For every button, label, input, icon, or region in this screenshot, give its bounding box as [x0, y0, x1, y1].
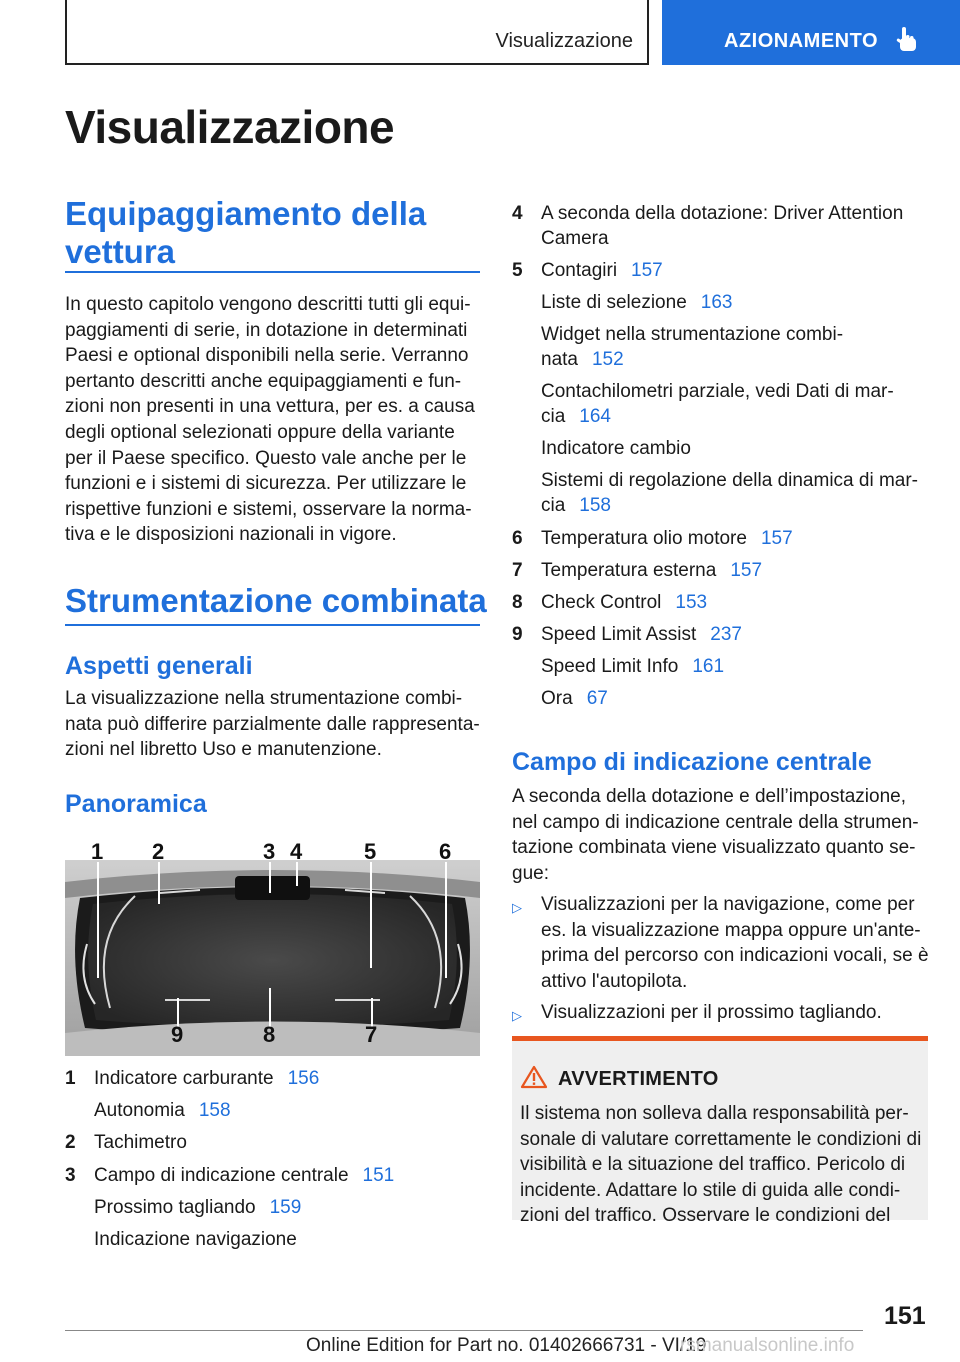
callout-number: 7 — [365, 1022, 378, 1047]
heading-rule — [65, 624, 480, 626]
legend-label — [94, 1130, 187, 1155]
paragraph-line: funzioni e i sistemi di sicurezza. Per utilizzare le — [65, 473, 467, 495]
footer-watermark: rsmanualsonline.info — [680, 1335, 855, 1356]
legend-text: Contachilometri parziale, vedi Dati di mar- — [541, 381, 894, 402]
legend-number: 5 — [512, 260, 523, 281]
page-reference-link[interactable]: 158 — [579, 495, 611, 516]
legend-label — [541, 404, 611, 429]
legend-text: nata — [541, 349, 578, 370]
page-reference-link[interactable]: 164 — [579, 406, 611, 427]
heading-panoramica: Panoramica — [65, 790, 207, 818]
legend-label — [94, 1163, 394, 1188]
page-reference-link[interactable]: 152 — [591, 349, 624, 370]
paragraph-line: nata può differire parzialmente dalle rappresenta- — [65, 713, 480, 735]
paragraph-line: gue: — [512, 862, 549, 884]
legend-text: Check Control — [541, 592, 662, 613]
page-reference-link[interactable]: 157 — [631, 260, 663, 281]
callout-number: 2 — [152, 839, 165, 864]
header-chapter-tab[interactable] — [662, 0, 960, 65]
warning-line: zioni del traffico. Osservare le condizioni del — [520, 1205, 891, 1227]
heading-strumentazione: Strumentazione combinata — [65, 582, 487, 619]
paragraph-line: nel campo di indicazione centrale della strumen- — [512, 811, 919, 833]
paragraph-line: tazione combinata viene visualizzato quanto se- — [512, 837, 916, 859]
legend-label — [541, 258, 663, 283]
legend-text: Indicatore carburante — [94, 1068, 274, 1089]
bullet-line: attivo l'autopilota. — [541, 970, 688, 992]
legend-number: 2 — [65, 1132, 76, 1154]
legend-text: Indicatore cambio — [541, 438, 691, 459]
bullet-triangle-icon: ▷ — [512, 1008, 522, 1023]
hand-pointer-icon — [896, 26, 920, 54]
legend-text: Camera — [541, 228, 609, 249]
page-reference-link[interactable]: 158 — [198, 1100, 231, 1122]
warning-text — [520, 1101, 924, 1229]
callout-number: 9 — [171, 1022, 184, 1047]
legend-label — [541, 622, 742, 647]
legend-label — [541, 436, 691, 461]
legend-label — [541, 379, 894, 404]
heading-equipaggiamento-line1: Equipaggiamento della — [65, 195, 427, 232]
page-reference-link[interactable]: 161 — [692, 656, 725, 677]
header-section-box — [65, 0, 649, 65]
paragraph-line: tiva e le disposizioni nazionali in vigore. — [65, 524, 397, 546]
legend-number: 3 — [65, 1164, 76, 1186]
legend-number: 4 — [512, 203, 523, 224]
footer-edition: Online Edition for Part no. 01402666731 - VI/19 — [306, 1335, 707, 1356]
page-reference-link[interactable]: 157 — [760, 528, 793, 549]
paragraph-line: zioni nel libretto Uso e manutenzione. — [65, 739, 382, 761]
central-paragraph — [512, 784, 932, 886]
equip-paragraph — [65, 292, 480, 548]
callout-number: 6 — [439, 839, 452, 864]
legend-label — [541, 654, 724, 679]
header-chapter-title: AZIONAMENTO — [724, 30, 879, 52]
warning-line: Il sistema non solleva dalla responsabilità per- — [520, 1103, 909, 1124]
page-reference-link[interactable]: 159 — [269, 1196, 302, 1218]
page-reference-link[interactable]: 67 — [586, 688, 608, 709]
legend-label — [94, 1098, 231, 1123]
warning-box — [512, 1036, 928, 1227]
legend-label — [541, 201, 903, 226]
paragraph-line: La visualizzazione nella strumentazione combi- — [65, 688, 463, 709]
page-reference-link[interactable]: 156 — [287, 1068, 320, 1089]
legend-text: Speed Limit Assist — [541, 624, 697, 645]
legend-label — [94, 1066, 319, 1091]
paragraph-line: rispettive funzioni e sistemi, osservare la norma- — [65, 498, 472, 520]
callout-number: 8 — [263, 1022, 276, 1047]
legend-label — [541, 226, 609, 251]
heading-campo-centrale: Campo di indicazione centrale — [512, 748, 872, 776]
page-reference-link[interactable]: 151 — [362, 1164, 395, 1186]
general-paragraph — [65, 686, 480, 763]
legend-text: Speed Limit Info — [541, 656, 679, 677]
page-reference-link[interactable]: 153 — [675, 592, 708, 613]
page-reference-link[interactable]: 237 — [710, 624, 742, 645]
page-reference-link[interactable]: 163 — [700, 292, 733, 313]
legend-text: Temperatura olio motore — [541, 528, 747, 549]
paragraph-line: In questo capitolo vengono descritti tutti gli equi- — [65, 294, 471, 315]
bullet-line: es. la visualizzazione mappa oppure un'ante- — [541, 919, 921, 941]
paragraph-line: pertanto descritti anche equipaggiamenti e fun- — [65, 370, 462, 392]
paragraph-line: A seconda della dotazione e dell’impostazione, — [512, 786, 906, 807]
legend-text: A seconda della dotazione: Driver Attention — [541, 203, 904, 224]
callout-number: 5 — [364, 839, 377, 864]
legend-text: Widget nella strumentazione combi- — [541, 324, 844, 345]
callout-number: 4 — [290, 839, 303, 864]
heading-aspetti-generali: Aspetti generali — [65, 652, 253, 680]
legend-label — [541, 686, 608, 711]
legend-text: cia — [541, 495, 566, 516]
legend-text: Autonomia — [94, 1100, 185, 1122]
legend-text: Liste di selezione — [541, 292, 687, 313]
legend-label — [541, 322, 843, 347]
legend-number: 9 — [512, 624, 523, 645]
legend-text: cia — [541, 406, 566, 427]
paragraph-line: degli optional selezionati oppure della variante — [65, 421, 455, 443]
legend-label — [94, 1227, 297, 1252]
heading-equipaggiamento — [65, 195, 426, 271]
bullet-line: prima del percorso con indicazioni vocali, se è — [541, 945, 929, 967]
footer-rule — [65, 1330, 863, 1331]
legend-text: Prossimo tagliando — [94, 1196, 256, 1218]
legend-label — [541, 526, 793, 551]
heading-rule — [65, 271, 480, 273]
warning-line: sonale di valutare correttamente le condizioni di — [520, 1128, 922, 1150]
legend-label — [541, 558, 762, 583]
warning-line: incidente. Adattare lo stile di guida alle condi- — [520, 1179, 901, 1201]
header-section-title: Visualizzazione — [495, 30, 633, 52]
legend-label — [541, 493, 611, 518]
legend-text: Sistemi di regolazione della dinamica di mar- — [541, 470, 919, 491]
page-title: Visualizzazione — [65, 101, 395, 153]
paragraph-line: zioni non presenti in una vettura, per es. a causa — [65, 396, 475, 418]
legend-text: Ora — [541, 688, 573, 709]
legend-text: Contagiri — [541, 260, 618, 281]
callout-number: 1 — [91, 839, 104, 864]
legend-text: Tachimetro — [94, 1132, 187, 1154]
legend-text: Temperatura esterna — [541, 560, 717, 581]
bullet-line: Visualizzazioni per la navigazione, come per — [541, 894, 915, 915]
legend-number: 1 — [65, 1068, 76, 1089]
warning-triangle-icon — [520, 1065, 548, 1089]
legend-text: Campo di indicazione centrale — [94, 1164, 349, 1186]
legend-number: 6 — [512, 528, 523, 549]
callout-number: 3 — [263, 839, 276, 864]
bullet-triangle-icon: ▷ — [512, 900, 522, 915]
bullet-line: Visualizzazioni per il prossimo tagliando. — [541, 1002, 882, 1023]
legend-label — [541, 290, 732, 315]
legend-label — [541, 468, 918, 493]
heading-equipaggiamento-line2: vettura — [65, 233, 176, 270]
bullet-text — [541, 1000, 941, 1026]
legend-label — [541, 347, 624, 372]
paragraph-line: per il Paese specifico. Questo vale anche per le — [65, 447, 467, 469]
legend-label — [541, 590, 707, 615]
warning-title: AVVERTIMENTO — [558, 1068, 719, 1090]
page-number: 151 — [884, 1302, 926, 1330]
legend-text: Indicazione navigazione — [94, 1229, 297, 1250]
legend-label — [94, 1195, 301, 1220]
page-reference-link[interactable]: 157 — [730, 560, 763, 581]
paragraph-line: paggiamenti di serie, in dotazione in determinati — [65, 319, 468, 341]
legend-number: 8 — [512, 592, 523, 613]
paragraph-line: Paesi e optional disponibili nella serie. Verranno — [65, 345, 469, 367]
bullet-text — [541, 892, 941, 994]
warning-line: visibilità e la situazione del traffico. Pericolo di — [520, 1154, 906, 1176]
legend-number: 7 — [512, 560, 523, 581]
